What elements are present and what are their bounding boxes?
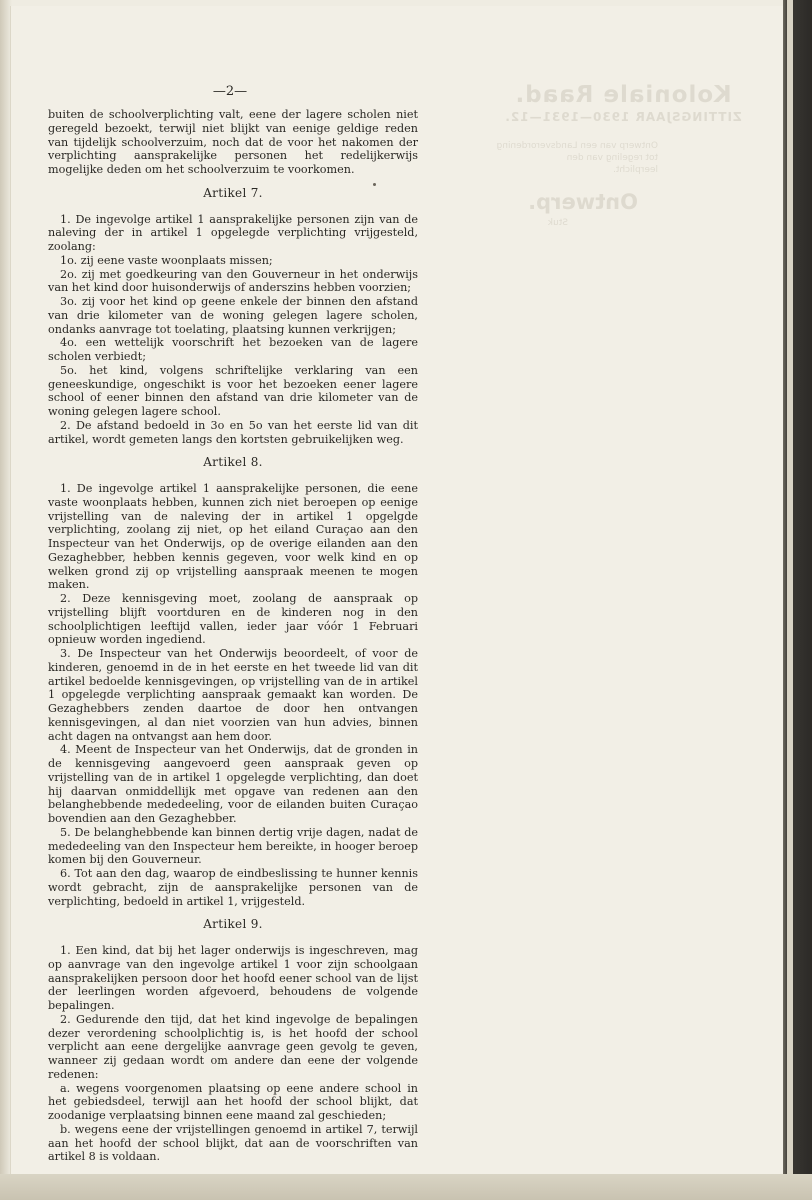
article-7-paragraph: 1. De ingevolge artikel 1 aansprakelijke personen zijn van de naleving der in artikel 1 opgelegde verplichting vrijgesteld, zoolang:	[48, 212, 418, 253]
article-8-paragraph: 3. De Inspecteur van het Onderwijs beoordeelt, of voor de kinderen, genoemd in de in het eerste en het tweede lid van dit artikel bedoelde kennisgevingen, op vrijstelling van de in artikel 1 opgelegde verplichting aanspraak gemaakt kan worden. De Gezaghebbers zenden daartoe de door hen ontvangen kennisgevingen, al dan niet voorzien van hun advies, binnen acht dagen na ontvangst aan hem door.	[48, 647, 418, 743]
text-column	[48, 108, 418, 1164]
bleed-line-3	[488, 140, 758, 176]
bleed-line-3a: Ontwerp van een Landsverordening tot regeling van den	[496, 141, 658, 163]
article-9-paragraph: 2. Gedurende den tijd, dat het kind ingevolge de bepalingen dezer verordening schoolplichtig is, is het hoofd der school verplicht aan eene dergelijke aanvrage geen gevolg te geven, wanneer zij gedaan wordt om andere dan eene der volgende redenen:	[48, 1012, 418, 1081]
bleed-through-text	[488, 82, 758, 262]
article-9-paragraph: a. wegens voorgenomen plaatsing op eene andere school in het gebiedsdeel, terwijl aan het hoofd der school blijkt, dat zoodanige verplaatsing binnen eene maand zal geschieden;	[48, 1081, 418, 1122]
article-7-paragraph: 1o. zij eene vaste woonplaats missen;	[60, 253, 273, 267]
article-8-paragraph: 1. De ingevolge artikel 1 aansprakelijke personen, die eene vaste woonplaats hebben, kunnen zich niet beroepen op eenige vrijstelling van de naleving der in artikel 1 opgelgde verplichting, zoolang zij niet, op het eiland Curaçao aan den Inspecteur van het Onderwijs, op de overige eilanden aan den Gezaghebber, hebben kennis gegeven, voor welk kind en op welken grond zij op vrijstelling aanspraak meenen te mogen maken.	[48, 482, 418, 592]
article-7-paragraph: 2. De afstand bedoeld in 3o en 5o van het eerste lid van dit artikel, wordt gemeten langs den kortsten gebruikelijken weg.	[48, 418, 418, 446]
article-7-paragraph: 5o. het kind, volgens schriftelijke verklaring van een geneeskundige, ongeschikt is voor het bezoeken eener lagere school of eener binnen den afstand van drie kilometer van de woning gelegen lagere school.	[48, 363, 418, 418]
article-9-paragraph: b. wegens eene der vrijstellingen genoemd in artikel 7, terwijl aan het hoofd der school blijkt, dat aan de voorschriften van artikel 8 is voldaan.	[48, 1122, 418, 1164]
bleed-line-4: Ontwerp.	[528, 190, 638, 214]
intro-paragraph: buiten de schoolverplichting valt, eene der lagere scholen niet geregeld bezoekt, terwijl niet blijkt van eenige geldige reden van tijdelijk schoolverzuim, noch dat de voor het nakomen der verplichting aansprakelijke personen het redelijkerwijs mogelijke deden om het schoolverzuim te voorkomen.	[48, 108, 418, 176]
article-7-paragraph: 3o. zij voor het kind op geene enkele der binnen den afstand van drie kilometer van de woning gelegen lagere scholen, ondanks aanvrage tot toelating, plaatsing kunnen verkrijgen;	[48, 295, 418, 336]
article-8-paragraph: 4. Meent de Inspecteur van het Onderwijs, dat de gronden in de kennisgeving aangevoerd geen aanspraak geven op vrijstelling van de in artikel 1 opgelegde verplichting, dan doet hij daarvan onmiddellijk met opgave van redenen aan den belanghebbende mededeeling, voor de eilanden buiten Curaçao bovendien aan den Gezaghebber.	[48, 743, 418, 825]
article-8-paragraph: 2. Deze kennisgeving moet, zoolang de aanspraak op vrijstelling blijft voortduren en de kinderen nog in den schoolplichtigen leeftijd vallen, ieder jaar vóór 1 Februari opnieuw worden ingediend.	[48, 592, 418, 647]
bleed-line-5: Stuk	[547, 218, 568, 228]
scan-border-bottom	[0, 1174, 812, 1200]
scan-border-edge	[787, 0, 793, 1200]
bleed-line-1: Koloniale Raad.	[514, 82, 732, 108]
article-9-paragraph: 1. Een kind, dat bij het lager onderwijs is ingeschreven, mag op aanvrage van den ingevolge artikel 1 voor zijn schoolgaan aansprakelijken persoon door het hoofd eener school van de lijst der leerlingen worden afgevoerd, behoudens de volgende bepalingen.	[48, 944, 418, 1012]
bleed-line-3b: leerplicht.	[612, 165, 658, 175]
article-9-title: Artikel 9.	[203, 917, 263, 932]
article-8-paragraph: 5. De belanghebbende kan binnen dertig vrije dagen, nadat de mededeeling van den Inspecteur hem bereikte, in hooger beroep komen bij den Gouverneur.	[48, 825, 418, 867]
page-number: —2—	[212, 84, 248, 99]
article-7-title: Artikel 7.	[203, 185, 263, 200]
article-8-title: Artikel 8.	[203, 455, 263, 470]
article-8-paragraph: 6. Tot aan den dag, waarop de eindbeslissing te hunner kennis wordt gebracht, zijn de aansprakelijke personen van de verplichting, bedoeld in artikel 1, vrijgesteld.	[48, 867, 418, 908]
article-7-paragraph: 4o. een wettelijk voorschrift het bezoeken van de lagere scholen verbiedt;	[48, 336, 418, 363]
bleed-line-2: ZITTINGSJAAR 1930—1931—12.	[504, 110, 742, 124]
article-7-paragraph: 2o. zij met goedkeuring van den Gouverneur in het onderwijs van het kind door huisonderwijs of anderszins hebben voorzien;	[48, 267, 418, 295]
